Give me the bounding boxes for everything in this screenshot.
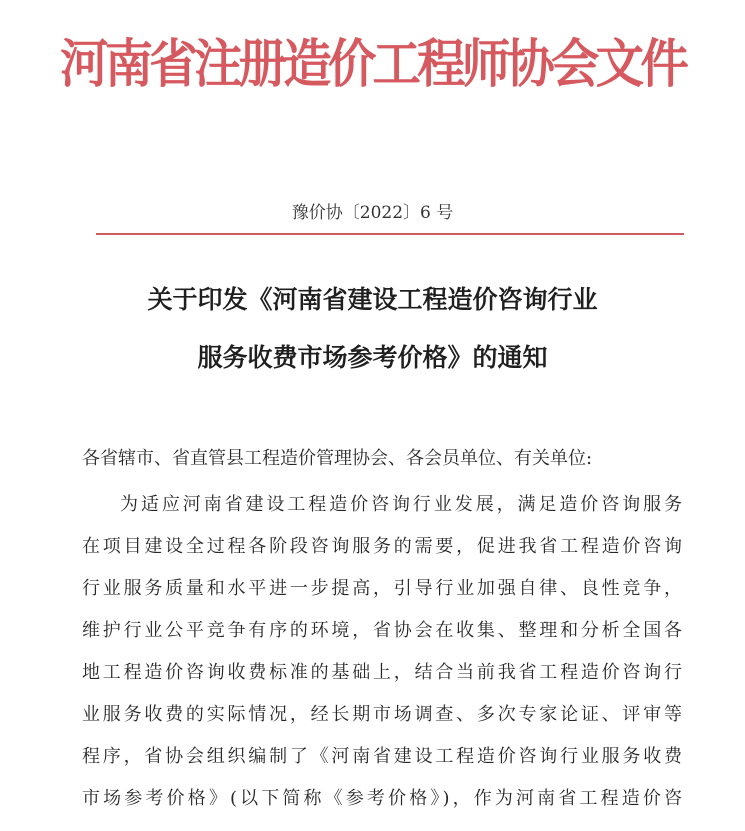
body-line: 地工程造价咨询收费标准的基础上，结合当前我省工程造价咨询行 xyxy=(82,662,682,683)
body-line: 维护行业公平竞争有序的环境，省协会在收集、整理和分析全国各 xyxy=(82,620,682,641)
recipients-line: 各省辖市、省直管县工程造价管理协会、各会员单位、有关单位: xyxy=(82,448,593,469)
body-line: 行业服务质量和水平进一步提高，引导行业加强自律、良性竞争， xyxy=(82,578,682,599)
body-line: 市场参考价格》(以下简称《参考价格》)，作为河南省工程造价咨 xyxy=(82,788,682,809)
body-line: 在项目建设全过程各阶段咨询服务的需要，促进我省工程造价咨询 xyxy=(82,536,682,557)
body-line: 业服务收费的实际情况，经长期市场调查、多次专家论证、评审等 xyxy=(82,704,682,725)
body-line: 程序，省协会组织编制了《河南省建设工程造价咨询行业服务收费 xyxy=(82,746,682,767)
document-number: 豫价协〔2022〕6 号 xyxy=(291,203,454,223)
issuer-header-title: 河南省注册造价工程师协会文件 xyxy=(60,35,685,95)
notice-title-line-2: 服务收费市场参考价格》的通知 xyxy=(197,343,548,372)
body-line: 为适应河南省建设工程造价咨询行业发展，满足造价咨询服务 xyxy=(120,494,682,515)
red-divider-rule xyxy=(96,233,684,235)
notice-title-line-1: 关于印发《河南省建设工程造价咨询行业 xyxy=(147,285,598,314)
